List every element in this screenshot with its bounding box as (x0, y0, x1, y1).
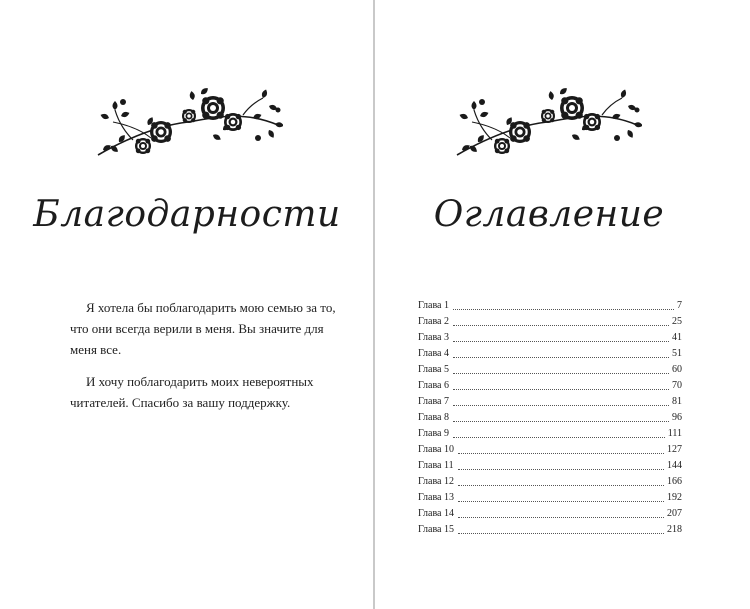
toc-chapter-label: Глава 2 (418, 316, 449, 327)
toc-chapter-label: Глава 11 (418, 460, 454, 471)
floral-branch-icon (452, 80, 642, 170)
toc-page-number: 70 (672, 380, 682, 391)
toc-chapter-label: Глава 9 (418, 428, 449, 439)
toc-row[interactable] (418, 346, 682, 362)
acknowledgements-heading: Благодарности (33, 194, 341, 235)
toc-page-number: 111 (667, 428, 682, 439)
toc-chapter-label: Глава 14 (418, 508, 454, 519)
toc-chapter-label: Глава 6 (418, 380, 449, 391)
toc-page-number: 81 (672, 396, 682, 407)
toc-dot-leader (458, 533, 664, 534)
toc-chapter-label: Глава 7 (418, 396, 449, 407)
toc-row[interactable] (418, 410, 682, 426)
toc-dot-leader (453, 357, 669, 358)
right-page (376, 0, 750, 609)
toc-dot-leader (458, 469, 664, 470)
toc-dot-leader (458, 517, 664, 518)
toc-page-number: 60 (672, 364, 682, 375)
toc-page-number: 96 (672, 412, 682, 423)
toc-row[interactable] (418, 426, 682, 442)
toc-row[interactable] (418, 490, 682, 506)
toc-dot-leader (453, 325, 669, 326)
toc-row[interactable] (418, 394, 682, 410)
toc-dot-leader (458, 501, 664, 502)
toc-row[interactable] (418, 458, 682, 474)
contents-heading: Оглавление (433, 194, 665, 235)
toc-row[interactable] (418, 330, 682, 346)
toc-chapter-label: Глава 12 (418, 476, 454, 487)
toc-page-number: 166 (667, 476, 682, 487)
toc-row[interactable] (418, 522, 682, 538)
toc-chapter-label: Глава 10 (418, 444, 454, 455)
toc-page-number: 207 (667, 508, 682, 519)
toc-dot-leader (453, 437, 665, 438)
book-spine (373, 0, 375, 609)
toc-dot-leader (453, 373, 669, 374)
floral-branch-icon (93, 80, 283, 170)
toc-page-number: 51 (672, 348, 682, 359)
left-page (0, 0, 374, 609)
toc-row[interactable] (418, 474, 682, 490)
toc-chapter-label: Глава 13 (418, 492, 454, 503)
table-of-contents (418, 298, 682, 538)
toc-row[interactable] (418, 442, 682, 458)
toc-chapter-label: Глава 5 (418, 364, 449, 375)
toc-page-number: 7 (677, 300, 682, 311)
acknowledgement-paragraph: Я хотела бы поблагодарить мою семью за то, что они всегда верили в меня. Вы значите для меня все. (70, 300, 336, 357)
toc-chapter-label: Глава 3 (418, 332, 449, 343)
toc-row[interactable] (418, 506, 682, 522)
toc-dot-leader (453, 405, 669, 406)
toc-row[interactable] (418, 314, 682, 330)
toc-dot-leader (453, 389, 669, 390)
toc-dot-leader (458, 485, 664, 486)
toc-chapter-label: Глава 1 (418, 300, 449, 311)
toc-dot-leader (453, 309, 674, 310)
toc-dot-leader (453, 341, 669, 342)
toc-row[interactable] (418, 298, 682, 314)
acknowledgement-paragraph: И хочу поблагодарить моих невероятных читателей. Спасибо за вашу поддержку. (70, 374, 314, 410)
toc-row[interactable] (418, 378, 682, 394)
toc-row[interactable] (418, 362, 682, 378)
toc-page-number: 192 (667, 492, 682, 503)
toc-dot-leader (453, 421, 669, 422)
toc-page-number: 127 (667, 444, 682, 455)
toc-page-number: 25 (672, 316, 682, 327)
toc-page-number: 218 (667, 524, 682, 535)
toc-dot-leader (458, 453, 664, 454)
toc-chapter-label: Глава 8 (418, 412, 449, 423)
toc-chapter-label: Глава 4 (418, 348, 449, 359)
toc-chapter-label: Глава 15 (418, 524, 454, 535)
toc-page-number: 144 (667, 460, 682, 471)
toc-page-number: 41 (672, 332, 682, 343)
